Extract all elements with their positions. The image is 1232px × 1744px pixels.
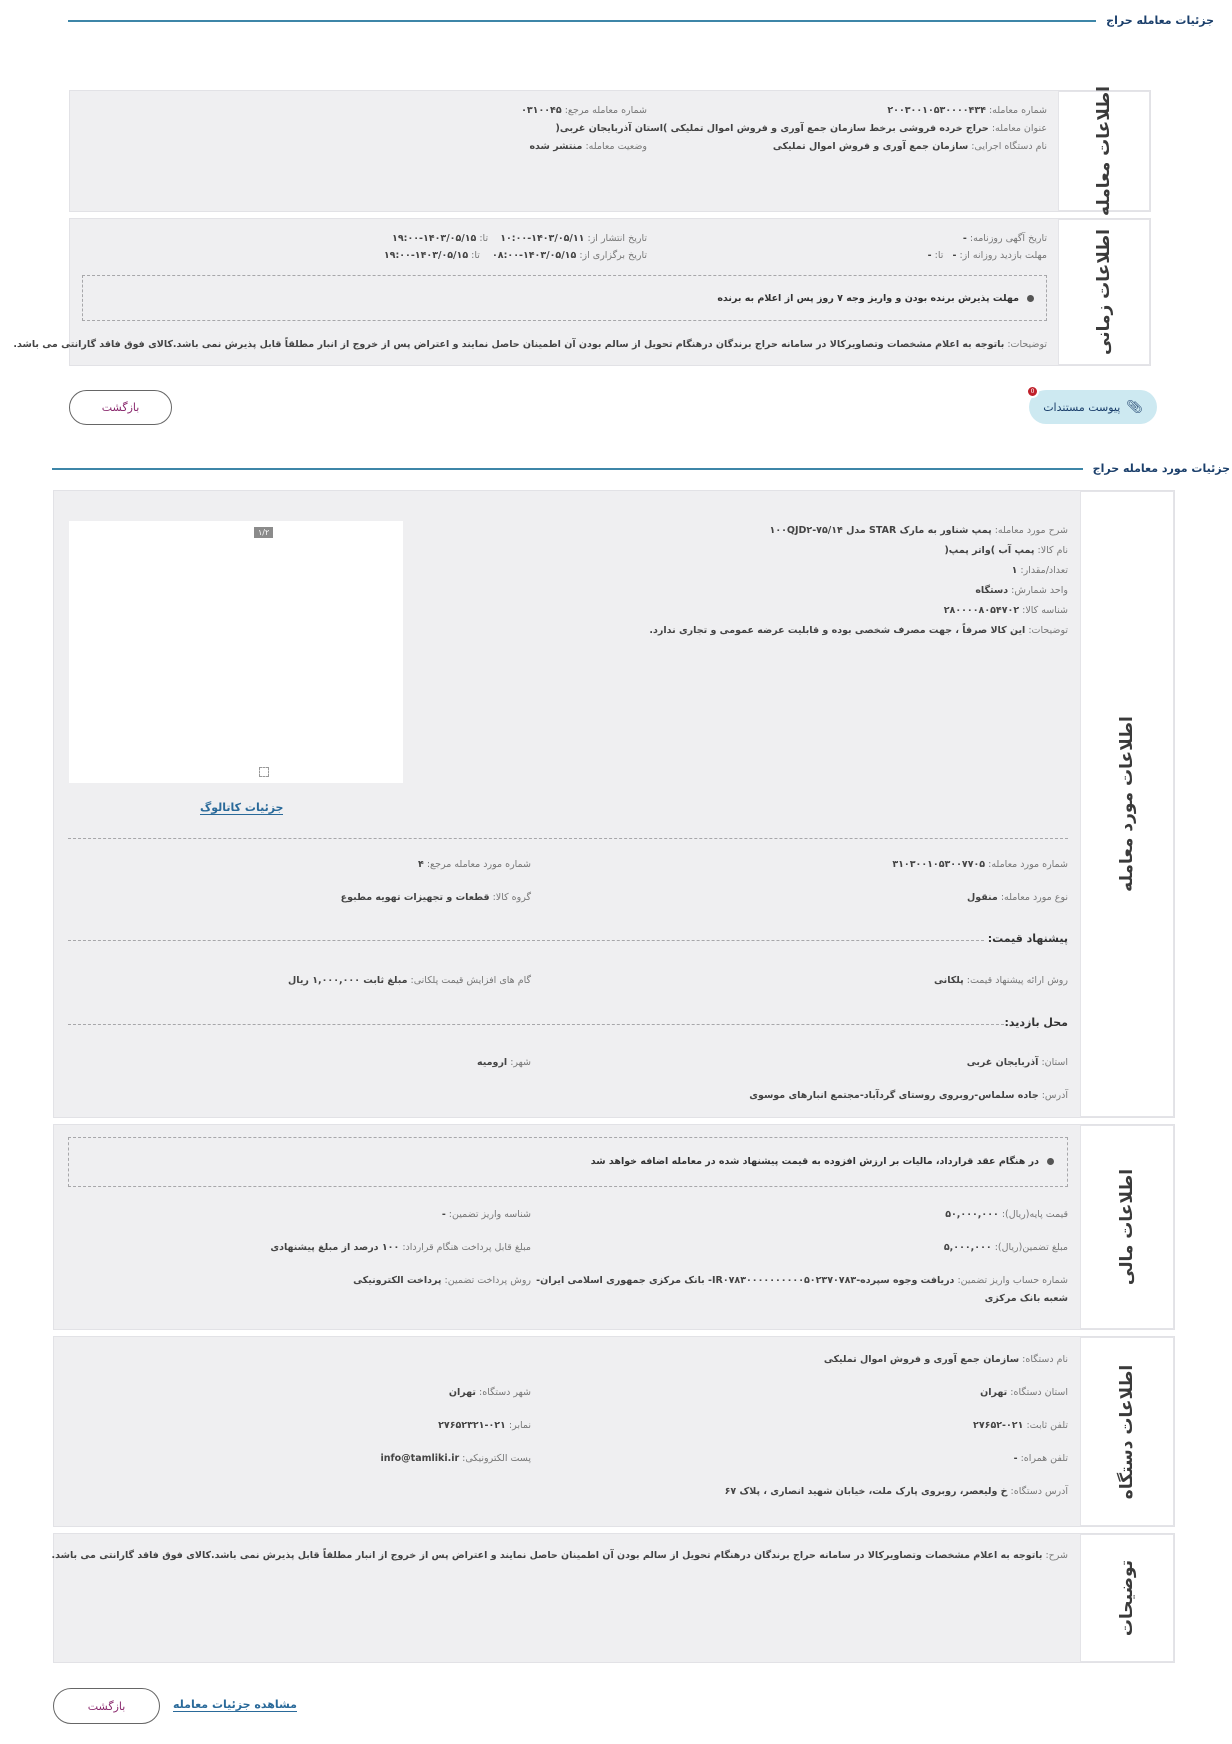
item-number: شماره مورد معامله: ۳۱۰۳۰۰۱۰۵۳۰۰۷۷۰۵ <box>892 859 1068 870</box>
paperclip-icon: 📎︎ <box>1126 399 1143 415</box>
deal-details-header <box>68 14 1214 27</box>
item-unit: واحد شمارش: دستگاه <box>975 585 1068 596</box>
back-button[interactable]: بازگشت <box>69 390 172 425</box>
publish-date: تاریخ انتشار از: ۱۴۰۳/۰۵/۱۱-۱۰:۰۰ تا: ۱۴۰۳/۰۵/۱۵-۱۹:۰۰ <box>392 233 647 244</box>
price-step: گام های افزایش قیمت پلکانی: مبلغ ثابت ۱,۰۰۰,۰۰۰ ریال <box>288 975 531 986</box>
base-price: قیمت پایه(ریال): ۵۰,۰۰۰,۰۰۰ <box>945 1209 1068 1220</box>
view-deal-details-link[interactable]: مشاهده جزئیات معامله <box>173 1698 297 1711</box>
payment-method: روش پرداخت تضمین: پرداخت الکترونیکی <box>353 1275 531 1286</box>
time-info-panel <box>13 218 1151 366</box>
org-address: آدرس دستگاه: خ ولیعصر، روبروی پارک ملت، خیابان شهید انصاری ، پلاک ۶۷ <box>724 1486 1068 1497</box>
bullet-icon <box>1027 295 1034 302</box>
guarantee-account-branch: شعبه بانک مرکزی <box>984 1293 1068 1304</box>
item-header-divider <box>52 468 1083 470</box>
description-text: شرح: باتوجه به اعلام مشخصات وتصاویرکالا در سامانه حراج برندگان درهنگام تحویل از سالم بودن آن اطمینان حاصل نمایند و اعتراض پس از خروج از انبار مطلقاً قابل پذیرش نمی باشد.کالای فوق فاقد گارانتی می باشد. <box>51 1550 1068 1561</box>
catalog-details-link[interactable]: جزئیات کاتالوگ <box>200 801 284 814</box>
visit-address: آدرس: جاده سلماس-روبروی روستای گردآباد-مجتمع انبارهای موسوی <box>749 1090 1068 1101</box>
newspaper-date: تاریخ آگهی روزنامه: - <box>962 233 1047 244</box>
item-qty: تعداد/مقدار: ۱ <box>1011 565 1068 576</box>
description-side: توضیحات <box>1080 1534 1174 1662</box>
item-details-title: جزئیات مورد معامله حراج <box>1092 462 1230 475</box>
item-details-header <box>52 462 1230 475</box>
org-info-panel <box>53 1336 1175 1527</box>
executor: نام دستگاه اجرایی: سازمان جمع آوری و فروش اموال تملیکی <box>772 141 1047 152</box>
item-info-side: اطلاعات مورد معامله <box>1080 491 1174 1117</box>
attach-label: پیوست مستندات <box>1043 400 1121 414</box>
visit-divider <box>68 1024 1004 1025</box>
item-divider <box>68 838 1068 839</box>
org-name: نام دستگاه: سازمان جمع آوری و فروش اموال تملیکی <box>823 1354 1068 1365</box>
item-code: شناسه کالا: ۲۸۰۰۰۰۸۰۵۴۷۰۲ <box>943 605 1068 616</box>
price-method: روش ارائه پیشنهاد قیمت: پلکانی <box>934 975 1068 986</box>
image-counter: ۱/۲ <box>254 527 273 538</box>
deposit-id: شناسه واریز تضمین: - <box>441 1209 531 1220</box>
item-ref-number: شماره مورد معامله مرجع: ۴ <box>418 859 531 870</box>
payable-amount: مبلغ قابل پرداخت هنگام قرارداد: ۱۰۰ درصد از مبلغ پیشنهادی <box>270 1242 531 1253</box>
header-divider <box>68 20 1096 22</box>
ref-number: شماره معامله مرجع: ۰۳۱۰۰۴۵ <box>521 105 647 116</box>
deal-status: وضعیت معامله: منتشر شده <box>529 141 647 152</box>
finance-info-panel <box>53 1124 1175 1330</box>
deal-info-panel <box>69 85 1151 217</box>
item-image-viewer[interactable] <box>69 521 403 783</box>
price-divider <box>68 940 984 941</box>
deal-info-side: اطلاعات معامله <box>1058 91 1150 211</box>
org-email: پست الکترونیکی: info@tamliki.ir <box>380 1453 531 1464</box>
org-fax: نمابر: ۰۲۱-۲۷۶۵۲۳۲۱ <box>438 1420 531 1431</box>
item-info-panel <box>53 490 1175 1118</box>
description-panel <box>53 1533 1175 1663</box>
org-info-side: اطلاعات دستگاه <box>1080 1337 1174 1526</box>
attach-count-badge: 0 <box>1026 385 1039 398</box>
time-description: توضیحات: باتوجه به اعلام مشخصات وتصاویرکالا در سامانه حراج برندگان درهنگام تحویل از سالم بودن آن اطمینان حاصل نمایند و اعتراض پس از خروج از انبار مطلقاً قابل پذیرش نمی باشد.کالای فوق فاقد گارانتی می باشد. <box>13 339 1047 350</box>
org-province: استان دستگاه: تهران <box>980 1387 1068 1398</box>
org-phone: تلفن ثابت: ۰۲۱-۲۷۶۵۲ <box>973 1420 1068 1431</box>
price-section-title: پیشنهاد قیمت: <box>987 932 1068 945</box>
deal-title: عنوان معامله: حراج خرده فروشی برخط سازمان جمع آوری و فروش اموال تملیکی )استان آذربایجان غربی( <box>555 123 1047 134</box>
org-city: شهر دستگاه: تهران <box>448 1387 531 1398</box>
finance-notice: در هنگام عقد قرارداد، مالیات بر ارزش افزوده به قیمت پیشنهاد شده در معامله اضافه خواهد شد <box>591 1156 1054 1167</box>
org-mobile: تلفن همراه: - <box>1013 1453 1068 1464</box>
item-desc: شرح مورد معامله: پمپ شناور به مارک STAR مدل ۱۰۰QJD۲-۷۵/۱۴ <box>769 525 1068 536</box>
bullet-icon <box>1047 1158 1054 1165</box>
page-title: جزئیات معامله حراج <box>1106 14 1214 27</box>
visit-deadline: مهلت بازدید روزانه از: - تا: - <box>927 250 1047 261</box>
visit-province: استان: آذربایجان غربی <box>966 1057 1068 1068</box>
time-notice: مهلت پذیرش برنده بودن و واریز وجه ۷ روز پس از اعلام به برنده <box>717 293 1034 304</box>
item-type: نوع مورد معامله: منقول <box>967 892 1068 903</box>
time-info-side: اطلاعات زمانی <box>1058 219 1150 365</box>
visit-city: شهر: ارومیه <box>477 1057 531 1068</box>
footer-back-button[interactable]: بازگشت <box>53 1688 160 1724</box>
attach-documents-button[interactable] <box>1029 390 1157 424</box>
fullscreen-icon[interactable] <box>259 767 269 777</box>
visit-section-title: محل بازدید: <box>1004 1016 1068 1029</box>
deal-number: شماره معامله: ۲۰۰۳۰۰۱۰۵۳۰۰۰۰۴۳۴ <box>887 105 1047 116</box>
guarantee-amount: مبلغ تضمین(ریال): ۵,۰۰۰,۰۰۰ <box>943 1242 1068 1253</box>
hold-date: تاریخ برگزاری از: ۱۴۰۳/۰۵/۱۵-۰۸:۰۰ تا: ۱۴۰۳/۰۵/۱۵-۱۹:۰۰ <box>383 250 647 261</box>
item-notes: توضیحات: این کالا صرفاً ، جهت مصرف شخصی بوده و قابلیت عرضه عمومی و تجاری ندارد. <box>649 625 1068 636</box>
guarantee-account: شماره حساب واریز تضمین: دریافت وجوه سپرده-IR۰۷۸۳۰۰۰۰۰۰۰۰۰۰۵۰۲۳۷۰۷۸۳- بانک مرکزی جمهوری اسلامی ایران- <box>536 1275 1068 1286</box>
item-name: نام کالا: پمپ آب )واتر پمپ( <box>944 545 1068 556</box>
finance-info-side: اطلاعات مالی <box>1080 1125 1174 1329</box>
item-group: گروه کالا: قطعات و تجهیزات تهویه مطبوع <box>340 892 531 903</box>
